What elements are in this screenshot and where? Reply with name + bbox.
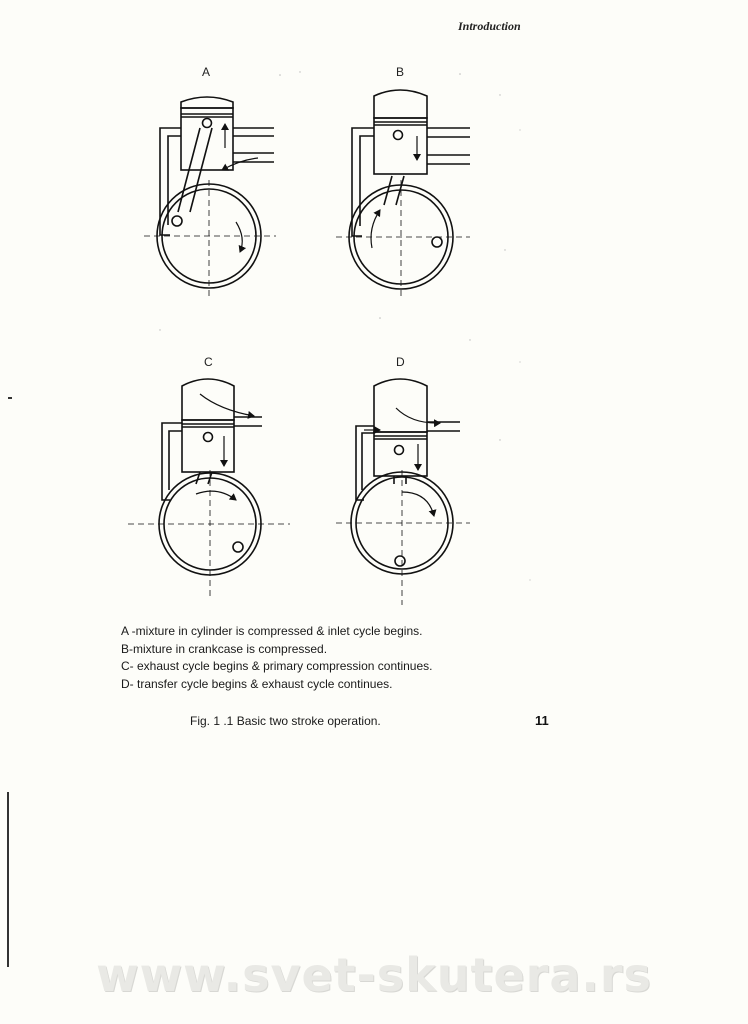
- watermark: www.svet-skutera.rs: [96, 948, 652, 1002]
- legend-line-c: C- exhaust cycle begins & primary compression continues.: [121, 659, 433, 673]
- panel-a: [144, 65, 276, 300]
- panel-c-label: C: [204, 355, 213, 369]
- legend-line-d: D- transfer cycle begins & exhaust cycle continues.: [121, 676, 393, 691]
- legend-line-a: A -mixture in cylinder is compressed & inlet cycle begins.: [121, 624, 423, 638]
- panel-c-engine-drawing: [128, 379, 290, 600]
- panel-b-engine-drawing: [336, 90, 470, 300]
- panel-a-engine-drawing: [144, 97, 276, 300]
- panel-d-engine-drawing: [336, 379, 470, 605]
- panel-b-label: B: [396, 65, 405, 79]
- page-number: 11: [535, 713, 549, 728]
- scan-noise: [159, 71, 530, 580]
- panel-d: [336, 355, 470, 605]
- panel-c: [128, 355, 290, 600]
- legend-line-b: B-mixture in crankcase is compressed.: [121, 641, 328, 656]
- scan-margin-line: [7, 792, 9, 967]
- panel-a-label: A: [202, 65, 211, 79]
- running-header: Introduction: [458, 19, 521, 33]
- panel-d-label: D: [396, 355, 405, 369]
- figure-caption: Fig. 1 .1 Basic two stroke operation.: [190, 714, 381, 728]
- figure-legend: [121, 623, 541, 693]
- panel-b: [336, 65, 470, 300]
